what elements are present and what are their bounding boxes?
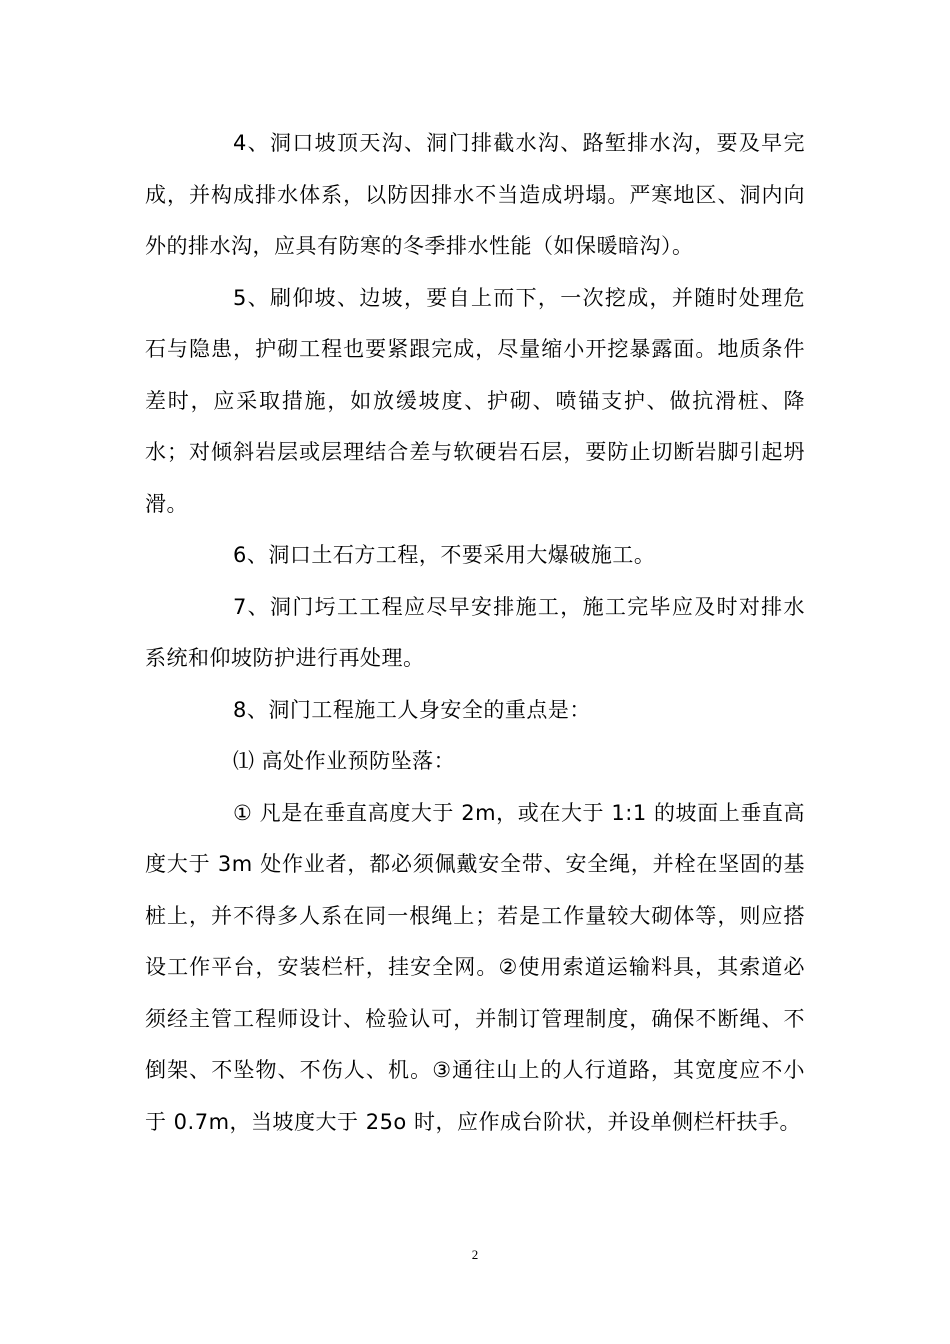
paragraph-item-6: 6、洞口土石方工程，不要采用大爆破施工。 [233,543,656,567]
subheading-fall-prevention: ⑴ 高处作业预防坠落： [233,749,456,773]
paragraph-item-7: 7、洞门圬工工程应尽早安排施工，施工完毕应及时对排水系统和仰坡防护进行再处理。 [145,594,805,670]
page-number: 2 [471,1247,479,1262]
paragraph-item-8: 8、洞门工程施工人身安全的重点是： [233,697,591,722]
paragraph-fall-prevention-details: ① 凡是在垂直高度大于 2m，或在大于 1:1 的坡面上垂直高度大于 3m 处作业者，都必须佩戴安全带、安全绳，并栓在坚固的基桩上，并不得多人系在同一根绳上；若是工作量较大砌体等，则应搭设工作平台，安装栏杆，挂安全网。②使用索道运输料具，其索道必须经主管工程师设计、检验认可，并制订管理制度，确保不断绳、不倒架、不坠物、不伤人、机。③通往山上的人行道路，其宽度应不小于 0.7m，当坡度大于 25o 时，应作成台阶状，并设单侧栏杆扶手。 [145,800,805,1134]
paragraph-item-4: 4、洞口坡顶天沟、洞门排截水沟、路堑排水沟，要及早完成，并构成排水体系，以防因排水不当造成坍塌。严寒地区、洞内向外的排水沟，应具有防寒的冬季排水性能（如保暖暗沟）。 [145,131,805,258]
paragraph-item-5: 5、刷仰坡、边坡，要自上而下，一次挖成，并随时处理危石与隐患，护砌工程也要紧跟完成，尽量缩小开挖暴露面。地质条件差时，应采取措施，如放缓坡度、护砌、喷锚支护、做抗滑桩、降水；对倾斜岩层或层理结合差与软硬岩石层，要防止切断岩脚引起坍滑。 [145,285,805,516]
document-body [145,118,805,1148]
